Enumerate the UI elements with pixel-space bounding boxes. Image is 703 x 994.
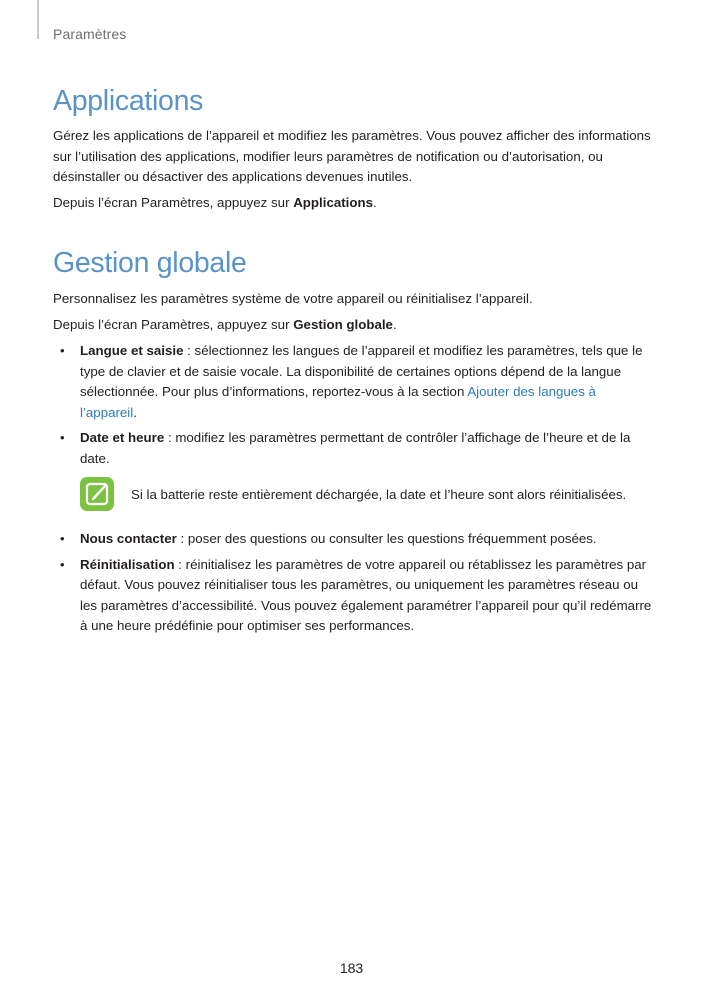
path-target: Gestion globale bbox=[293, 316, 393, 332]
gestion-path bbox=[53, 315, 653, 336]
bullet: • bbox=[60, 556, 65, 572]
list-item-date bbox=[53, 428, 653, 469]
settings-list bbox=[53, 341, 653, 469]
note-box bbox=[80, 477, 653, 517]
item-term: Réinitialisation bbox=[80, 556, 175, 572]
settings-list-continued bbox=[53, 529, 653, 637]
list-item-reset bbox=[53, 555, 653, 637]
section-title-gestion-globale: Gestion globale bbox=[53, 247, 247, 279]
item-term: Langue et saisie bbox=[80, 343, 184, 358]
bullet: • bbox=[60, 531, 65, 546]
note-text: Si la batterie reste entièrement déchargée, la date et l’heure sont alors réinitialisées. bbox=[131, 487, 627, 502]
item-term: Date et heure bbox=[80, 430, 165, 445]
path-prefix: Depuis l’écran Paramètres, appuyez sur bbox=[53, 316, 294, 332]
applications-path bbox=[53, 193, 653, 214]
item-text: : modifiez les paramètres permettant de contrôler l’affichage de l’heure et de la date. bbox=[80, 430, 631, 466]
item-text-end: . bbox=[133, 404, 137, 420]
path-target: Applications bbox=[293, 194, 373, 210]
list-item-langue bbox=[53, 341, 653, 423]
section-title-applications: Applications bbox=[53, 85, 204, 117]
item-term: Nous contacter bbox=[80, 531, 177, 546]
bullet: • bbox=[60, 430, 65, 445]
applications-intro: Gérez les applications de l’appareil et modifiez les paramètres. Vous pouvez afficher des informations sur l’utilisation des applications, modifier leurs paramètres de notification ou d’autorisation, ou désinstaller ou désactiver des applications devenues inutiles. bbox=[53, 128, 651, 184]
list-item-contact bbox=[53, 529, 653, 550]
item-text: : réinitialisez les paramètres de votre appareil ou rétablissez les paramètres par défaut. Vous pouvez réinitialiser tous les paramètres, ou uniquement les paramètres réseau ou les paramètres d’accessibilité. Vous pouvez également paramétrer l’appareil pour qu’il redémarre à une heure prédéfinie pour optimiser ses performances. bbox=[80, 556, 652, 633]
page-number: 183 bbox=[339, 960, 364, 976]
path-prefix: Depuis l’écran Paramètres, appuyez sur bbox=[53, 194, 294, 210]
bullet: • bbox=[60, 343, 65, 358]
note-pencil-icon bbox=[80, 477, 114, 511]
cross-reference-link[interactable]: Ajouter des langues à l’appareil bbox=[80, 384, 596, 420]
item-text: : sélectionnez les langues de l’appareil et modifiez les paramètres, tels que le type de clavier et de saisie vocale. La disponibilité de certaines options dépend de la langue sélectionnée. Pour plus d’informations, reportez-vous à la section bbox=[80, 343, 643, 399]
path-suffix: . bbox=[373, 194, 377, 210]
path-suffix: . bbox=[392, 316, 397, 332]
header-rule bbox=[37, 0, 39, 39]
page-content bbox=[53, 80, 653, 642]
running-title: Paramètres bbox=[53, 26, 127, 42]
gestion-intro: Personnalisez les paramètres système de votre appareil ou réinitialisez l’appareil. bbox=[53, 291, 533, 306]
item-text: : poser des questions ou consulter les questions fréquemment posées. bbox=[176, 531, 597, 546]
